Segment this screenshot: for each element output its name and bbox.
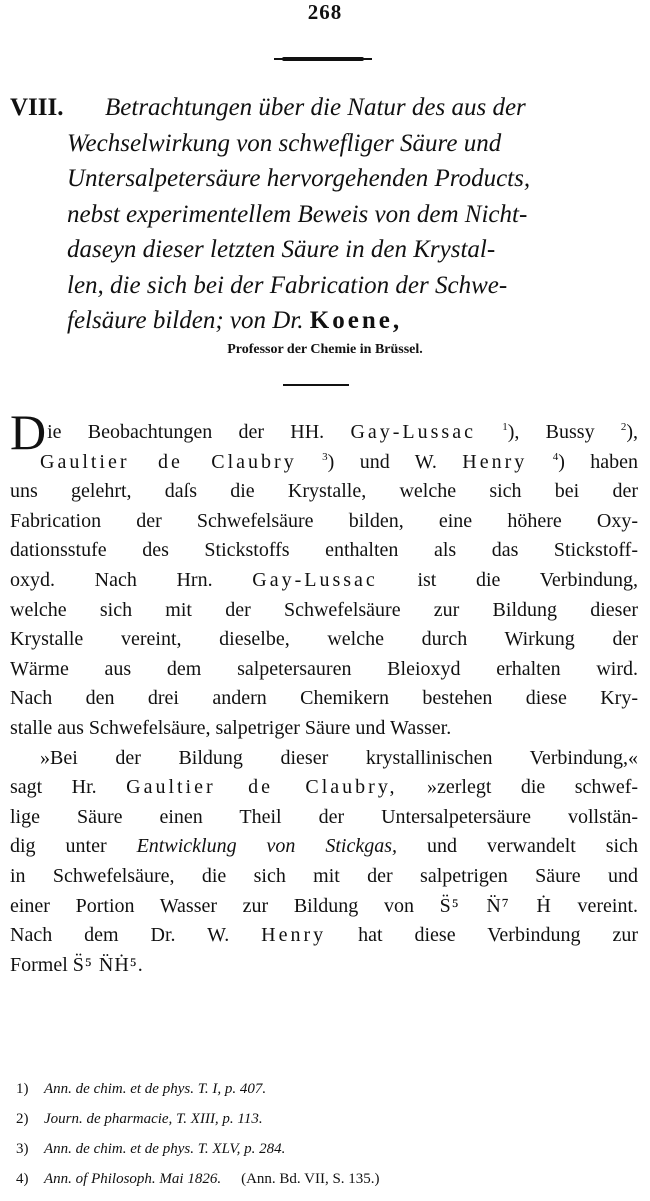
text-run: ist die Verbindung, (417, 568, 639, 591)
title-line: daseyn dieser letzten Säure in den Krystal- (67, 236, 496, 263)
footnote-citation: Journ. de pharmacie, T. XIII, p. 113. (44, 1111, 263, 1127)
text-run: ), Bussy (507, 421, 595, 443)
author-reference: Gay-Lussac (350, 421, 476, 443)
header-ornament-rule (282, 57, 364, 61)
text-run: ) und W. (327, 450, 437, 473)
drop-cap: D (10, 404, 47, 460)
paragraph-line (10, 832, 638, 862)
paragraph-line (10, 448, 638, 478)
chemical-formula: S̈⁵ N̈⁷ Ḣ (439, 894, 552, 917)
title-line-last (10, 303, 622, 339)
paragraph-line (10, 404, 639, 460)
paragraph-line: Wärme aus dem salpetersauren Bleioxyd erhalten wird. (10, 657, 638, 680)
text-run: Formel (10, 953, 68, 976)
footnote-marker: 3 (322, 450, 328, 463)
footnotes (16, 1074, 636, 1194)
text-run: und verwandelt sich (427, 835, 638, 858)
footnote (16, 1164, 636, 1194)
article-number: VIII. (10, 94, 64, 121)
title-line: Untersalpetersäure hervorgehenden Products, (67, 165, 531, 192)
paragraph-line: Nach den drei andern Chemikern bestehen diese Kry- (10, 687, 638, 710)
text-run: Nach dem Dr. W. (10, 924, 230, 947)
footnote-number: 4) (16, 1171, 29, 1187)
text-run: ie Beobachtungen der HH. (47, 421, 325, 443)
paragraph-line: stalle aus Schwefelsäure, salpetriger Säure und Wasser. (10, 716, 452, 739)
footnote (16, 1104, 636, 1134)
text-run: ), (626, 421, 639, 443)
footnote-marker: 2 (620, 421, 627, 433)
paragraph-line: dationsstufe des Stickstoffs enthalten als das Stickstoff- (10, 539, 638, 562)
footnote-number: 1) (16, 1081, 29, 1097)
text-run: hat diese Verbindung zur (358, 924, 639, 947)
text-run: »zerlegt die schwef- (427, 776, 639, 799)
paragraph-line (10, 951, 638, 981)
paragraph-line (10, 921, 638, 951)
footnote (16, 1134, 636, 1164)
paragraph-line (10, 773, 638, 803)
page-number: 268 (307, 0, 343, 24)
title-line: nebst experimentellem Beweis von dem Nicht- (67, 200, 528, 228)
paragraph-line: lige Säure einen Theil der Untersalpetersäure vollstän- (10, 805, 638, 828)
paragraph-line: in Schwefelsäure, die sich mit der salpetrigen Säure und (10, 864, 638, 887)
title-line: len, die sich bei der Fabrication der Schwe- (67, 271, 508, 299)
text-run: sagt Hr. (10, 776, 97, 799)
body-text (10, 404, 639, 980)
emphasis-text: Entwicklung von Stickgas, (136, 835, 398, 858)
title-line: Betrachtungen über die Natur des aus der (105, 94, 526, 121)
footnote (16, 1074, 636, 1104)
title-line-prefix: felsäure bilden; von Dr. (67, 307, 304, 334)
paragraph-line: Fabrication der Schwefelsäure bilden, eine höhere Oxy- (10, 509, 638, 532)
title-line: Wechselwirkung von schwefliger Säure und (67, 129, 502, 157)
paragraph-line: Krystalle vereint, dieselbe, welche durch Wirkung der (10, 628, 638, 651)
text-run: dig unter (10, 835, 107, 858)
paragraph-line: »Bei der Bildung dieser krystallinischen Verbindung,« (40, 746, 638, 769)
footnote-citation: Ann. de chim. et de phys. T. XLV, p. 284. (44, 1141, 286, 1157)
chemical-formula: S̈⁵ N̈Ḣ⁵. (72, 953, 144, 976)
text-run: ) haben (558, 450, 639, 473)
author-reference: Henry (462, 450, 528, 473)
section-divider (283, 384, 349, 386)
author-reference: Henry (261, 924, 327, 947)
text-run: oxyd. Nach Hrn. (10, 568, 213, 591)
footnote-number: 3) (16, 1141, 29, 1157)
paragraph-line (10, 892, 638, 922)
paragraph-line: welche sich mit der Schwefelsäure zur Bildung dieser (10, 598, 638, 621)
author-name: Koene, (309, 307, 403, 334)
author-affiliation: Professor der Chemie in Brüssel. (227, 342, 423, 357)
article-heading (10, 90, 622, 339)
author-reference: Gay-Lussac (252, 568, 378, 591)
footnote-marker: 4 (552, 450, 559, 463)
text-run: vereint. (577, 894, 638, 917)
paragraph-line: uns gelehrt, daſs die Krystalle, welche sich bei der (10, 480, 638, 503)
author-reference: Gaultier de Claubry (40, 450, 297, 473)
paragraph-line (10, 566, 638, 596)
text-run: einer Portion Wasser zur Bildung von (10, 894, 414, 917)
footnote-number: 2) (16, 1111, 29, 1127)
footnote-citation: Ann. of Philosoph. Mai 1826. (44, 1171, 222, 1187)
footnote-annotation: (Ann. Bd. VII, S. 135.) (241, 1171, 380, 1187)
footnote-citation: Ann. de chim. et de phys. T. I, p. 407. (44, 1081, 267, 1097)
footnote-marker: 1 (502, 421, 508, 433)
author-reference: Gaultier de Claubry, (126, 776, 398, 799)
